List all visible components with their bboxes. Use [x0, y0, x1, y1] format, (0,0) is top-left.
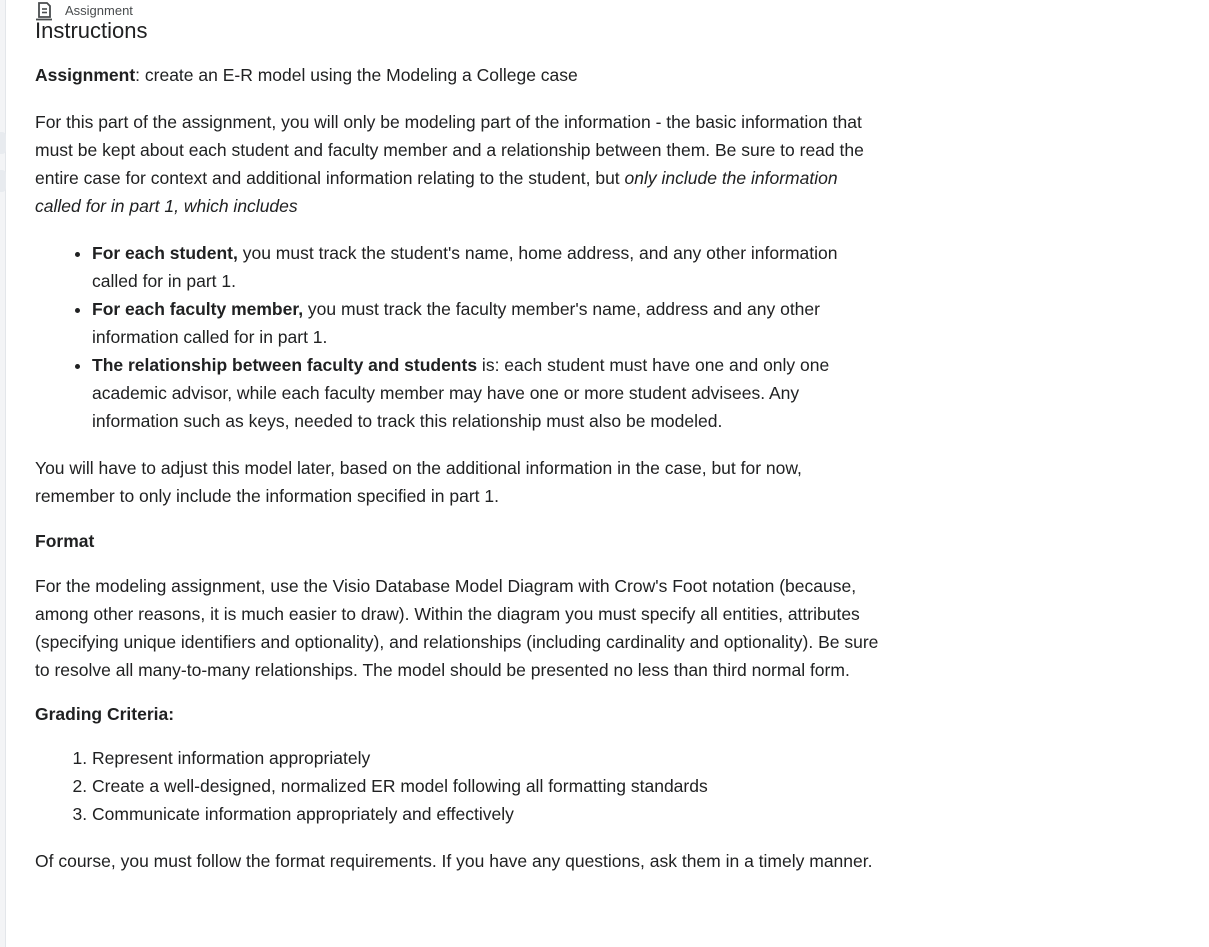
requirement-label: For each faculty member,	[92, 299, 304, 319]
page-title: Instructions	[35, 18, 148, 43]
intro-paragraph	[35, 108, 885, 220]
format-heading-text: Format	[35, 531, 95, 551]
rail-handle	[0, 132, 6, 154]
rail-handle	[0, 170, 6, 192]
list-item	[92, 295, 885, 351]
requirements-list	[35, 239, 885, 435]
grading-heading-text: Grading Criteria:	[35, 704, 175, 724]
requirement-text: you must track the student's name, home address, and any other information called for in part 1.	[92, 243, 838, 291]
requirement-label: For each student,	[92, 243, 238, 263]
assignment-line	[35, 61, 885, 89]
list-item: 2. Create a well-designed, normalized ER model following all formatting standards	[92, 772, 885, 800]
requirement-text: is: each student must have one and only one academic advisor, while each faculty member may have one or more student advisees. Any information such as keys, needed to track this relationship must also be modeled.	[92, 355, 830, 431]
requirement-label: The relationship between faculty and students	[92, 355, 478, 375]
format-paragraph: For the modeling assignment, use the Visio Database Model Diagram with Crow's Foot notation (because, among other reasons, it is much easier to draw). Within the diagram you must specify all entities, attributes (specifying unique identifiers and optionality), and relationships (including cardinality and optionality). Be sure to resolve all many-to-many relationships. The model should be presented no less than third normal form.	[35, 576, 879, 680]
assignment-text: : create an E-R model using the Modeling a College case	[135, 65, 578, 85]
list-item	[92, 351, 885, 435]
list-item: 1. Represent information appropriately	[92, 744, 885, 772]
content-type-row	[35, 1, 885, 21]
intro-italic: only include the information called for in part 1, which includes	[35, 168, 838, 216]
grading-heading	[35, 700, 885, 728]
assignment-label: Assignment	[35, 65, 136, 85]
format-heading	[35, 527, 885, 555]
final-note: Of course, you must follow the format requirements. If you have any questions, ask them in a timely manner.	[35, 851, 873, 871]
grading-criteria-list	[35, 744, 885, 828]
intro-text: For this part of the assignment, you will only be modeling part of the information - the basic information that must be kept about each student and faculty member and a relationship between them. Be sure to read the entire case for context and additional information relating to the student, but	[35, 112, 864, 188]
list-item	[92, 239, 885, 295]
left-rail	[0, 0, 6, 947]
list-item: 3. Communicate information appropriately and effectively	[92, 800, 885, 828]
content-type-label: Assignment	[65, 3, 133, 18]
requirement-text: you must track the faculty member's name, address and any other information called for in part 1.	[92, 299, 820, 347]
adjust-note: You will have to adjust this model later, based on the additional information in the case, but for now, remember to only include the information specified in part 1.	[35, 458, 802, 506]
instructions-content	[35, 0, 885, 875]
